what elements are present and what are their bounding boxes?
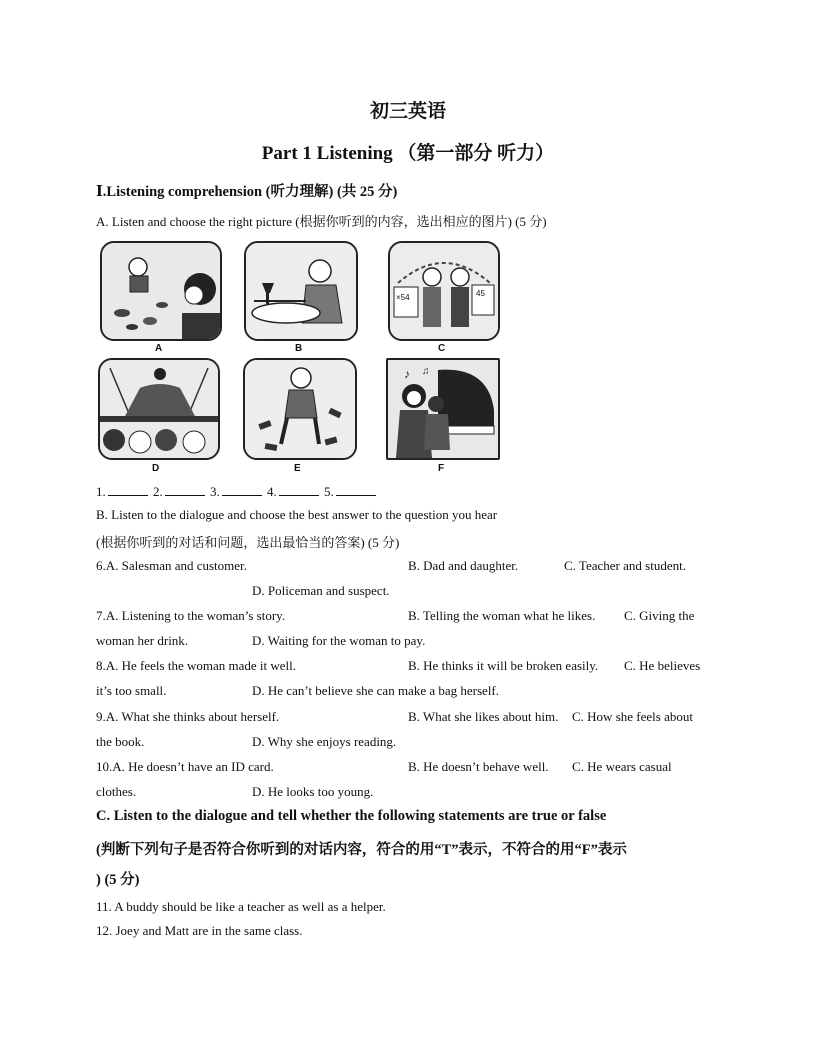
answer-blank-2[interactable] [165, 485, 205, 496]
section-b-instruction-en: B. Listen to the dialogue and choose the best answer to the question you hear [96, 507, 498, 522]
picture-e-drawing [245, 360, 355, 458]
answer-num-2: 2. [153, 484, 163, 499]
answer-blank-5[interactable] [336, 485, 376, 496]
picture-c [388, 241, 500, 341]
picture-d-drawing [100, 360, 218, 458]
page-title: 初三英语 [369, 100, 446, 122]
picture-d-label: D [152, 463, 160, 474]
picture-b [244, 241, 358, 341]
answer-num-5: 5. [324, 484, 334, 499]
picture-c-text-left: ×54 [396, 293, 410, 302]
q9-option-b: B. What she likes about him. [408, 709, 559, 724]
q6-option-d: D. Policeman and suspect. [252, 583, 390, 598]
svg-text:♫: ♫ [422, 366, 430, 377]
q8-option-c-start: C. He believes [624, 658, 701, 673]
svg-text:♪: ♪ [404, 367, 410, 381]
q7-option-a: 7.A. Listening to the woman’s story. [96, 608, 286, 623]
q8-option-c-end: it’s too small. [96, 683, 167, 698]
answer-blanks-row [96, 484, 378, 500]
q7-option-c-start: C. Giving the [624, 608, 695, 623]
answer-num-3: 3. [210, 484, 220, 499]
q10-option-a: 10.A. He doesn’t have an ID card. [96, 759, 274, 774]
q9-option-d: D. Why she enjoys reading. [252, 734, 397, 749]
q7-option-b: B. Telling the woman what he likes. [408, 608, 596, 623]
answer-num-1: 1. [96, 484, 106, 499]
section-b-instruction-cn: (根据你听到的对话和问题，选出最恰当的答案) (5 分) [96, 535, 400, 550]
q8-option-b: B. He thinks it will be broken easily. [408, 658, 599, 673]
q9-option-c-end: the book. [96, 734, 145, 749]
picture-a-label: A [155, 343, 163, 354]
picture-a-drawing [102, 243, 220, 339]
q10-option-c-end: clothes. [96, 784, 137, 799]
answer-blank-3[interactable] [222, 485, 262, 496]
q10-option-d: D. He looks too young. [252, 784, 374, 799]
q6-option-b: B. Dad and daughter. [408, 558, 519, 573]
picture-b-drawing [246, 243, 356, 339]
picture-f-drawing [388, 360, 498, 458]
section-1-heading: Ⅰ.Listening comprehension (听力理解) (共 25 分) [96, 184, 398, 200]
picture-f-label: F [438, 463, 445, 474]
picture-c-label: C [438, 343, 446, 354]
q10-option-b: B. He doesn’t behave well. [408, 759, 549, 774]
picture-a [100, 241, 222, 341]
picture-c-text-right: 45 [476, 289, 485, 298]
q9-option-a: 9.A. What she thinks about herself. [96, 709, 280, 724]
picture-e-label: E [294, 463, 301, 474]
part-title: Part 1 Listening （第一部分 听力） [261, 143, 555, 164]
picture-d [98, 358, 220, 460]
q10-option-c-start: C. He wears casual [572, 759, 672, 774]
q7-option-c-end: woman her drink. [96, 633, 189, 648]
section-c-heading-en: C. Listen to the dialogue and tell whether the following statements are true or false [96, 808, 607, 824]
section-a-instruction: A. Listen and choose the right picture (根据你听到的内容，选出相应的图片) (5 分) [96, 214, 547, 229]
answer-blank-4[interactable] [279, 485, 319, 496]
q9-option-c-start: C. How she feels about [572, 709, 693, 724]
q7-option-d: D. Waiting for the woman to pay. [252, 633, 426, 648]
picture-f [386, 358, 500, 460]
q8-option-a: 8.A. He feels the woman made it well. [96, 658, 296, 673]
q6-option-a: 6.A. Salesman and customer. [96, 558, 247, 573]
section-c-heading-tail: ) (5 分) [96, 872, 140, 888]
answer-blank-1[interactable] [108, 485, 148, 496]
question-12: 12. Joey and Matt are in the same class. [96, 923, 303, 938]
section-c-heading-cn: (判断下列句子是否符合你听到的对话内容，符合的用“T”表示，不符合的用“F”表示 [96, 842, 627, 858]
picture-e [243, 358, 357, 460]
q6-option-c: C. Teacher and student. [564, 558, 686, 573]
question-11: 11. A buddy should be like a teacher as well as a helper. [96, 899, 386, 914]
picture-b-label: B [295, 343, 303, 354]
q8-option-d: D. He can’t believe she can make a bag herself. [252, 683, 500, 698]
answer-num-4: 4. [267, 484, 277, 499]
